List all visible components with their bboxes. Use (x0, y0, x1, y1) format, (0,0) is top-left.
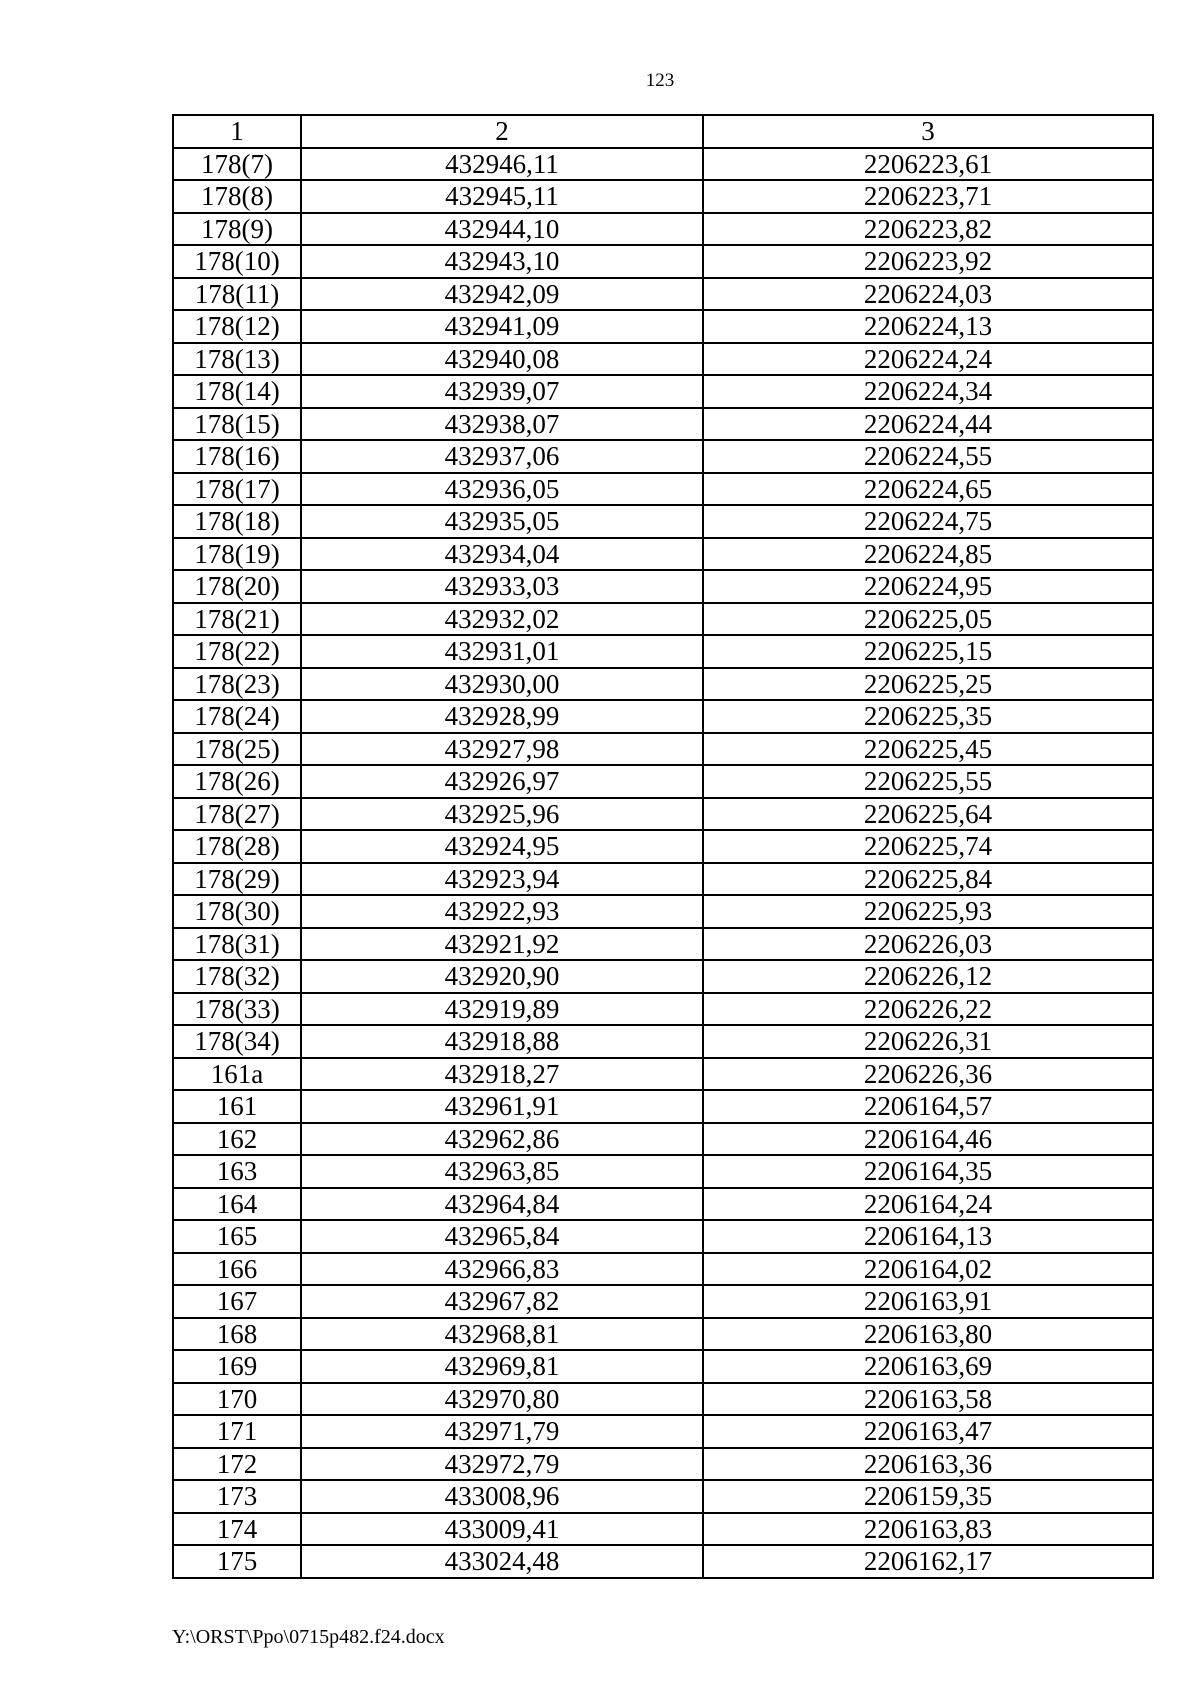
table-cell-col-3: 2206226,03 (703, 928, 1153, 961)
table-cell-col-1: 161 (173, 1090, 301, 1123)
table-cell-col-1: 178(12) (173, 310, 301, 343)
table-row (173, 245, 1153, 278)
table-cell-col-1: 173 (173, 1480, 301, 1513)
table-cell-col-3: 2206223,71 (703, 180, 1153, 213)
table-cell-col-3: 2206224,13 (703, 310, 1153, 343)
table-cell-col-3: 2206162,17 (703, 1545, 1153, 1578)
table-cell-col-2: 432930,00 (301, 668, 703, 701)
table-cell-col-2: 432939,07 (301, 375, 703, 408)
table-row (173, 1513, 1153, 1546)
table-cell-col-1: 172 (173, 1448, 301, 1481)
table-cell-col-2: 432927,98 (301, 733, 703, 766)
table-cell-col-3: 2206224,85 (703, 538, 1153, 571)
table-row (173, 863, 1153, 896)
table-row (173, 1318, 1153, 1351)
table-cell-col-2: 432971,79 (301, 1415, 703, 1448)
table-row (173, 668, 1153, 701)
table-cell-col-3: 2206224,24 (703, 343, 1153, 376)
table-row (173, 408, 1153, 441)
header-col-2: 2 (301, 115, 703, 148)
table-cell-col-3: 2206159,35 (703, 1480, 1153, 1513)
table-cell-col-3: 2206224,55 (703, 440, 1153, 473)
table-row (173, 1025, 1153, 1058)
table-row (173, 603, 1153, 636)
table-row (173, 440, 1153, 473)
table-row (173, 1448, 1153, 1481)
table-row (173, 993, 1153, 1026)
table-cell-col-2: 432923,94 (301, 863, 703, 896)
page-number: 123 (645, 70, 675, 91)
table-row (173, 928, 1153, 961)
table-cell-col-2: 432924,95 (301, 830, 703, 863)
table-cell-col-2: 432919,89 (301, 993, 703, 1026)
table-cell-col-2: 432963,85 (301, 1155, 703, 1188)
table-cell-col-1: 171 (173, 1415, 301, 1448)
table-row (173, 570, 1153, 603)
table-row (173, 1058, 1153, 1091)
table-cell-col-1: 178(20) (173, 570, 301, 603)
table-cell-col-1: 178(21) (173, 603, 301, 636)
table-cell-col-1: 178(29) (173, 863, 301, 896)
table-cell-col-1: 178(26) (173, 765, 301, 798)
table-cell-col-1: 178(8) (173, 180, 301, 213)
table-cell-col-3: 2206164,46 (703, 1123, 1153, 1156)
table-row (173, 473, 1153, 506)
table-cell-col-2: 432972,79 (301, 1448, 703, 1481)
table-cell-col-2: 432935,05 (301, 505, 703, 538)
table-cell-col-2: 432946,11 (301, 148, 703, 181)
table-cell-col-1: 164 (173, 1188, 301, 1221)
table-cell-col-3: 2206224,44 (703, 408, 1153, 441)
table-cell-col-1: 178(31) (173, 928, 301, 961)
table-row (173, 1155, 1153, 1188)
table-row (173, 765, 1153, 798)
table-cell-col-2: 432918,88 (301, 1025, 703, 1058)
table-cell-col-1: 178(23) (173, 668, 301, 701)
table-cell-col-3: 2206225,05 (703, 603, 1153, 636)
coordinates-table (172, 114, 1154, 1579)
table-row (173, 1350, 1153, 1383)
table-body (173, 148, 1153, 1578)
table-row (173, 700, 1153, 733)
table-row (173, 148, 1153, 181)
table-cell-col-2: 432943,10 (301, 245, 703, 278)
table-cell-col-1: 169 (173, 1350, 301, 1383)
table-cell-col-3: 2206164,24 (703, 1188, 1153, 1221)
table-cell-col-1: 178(16) (173, 440, 301, 473)
table-cell-col-1: 161a (173, 1058, 301, 1091)
table-cell-col-3: 2206163,58 (703, 1383, 1153, 1416)
table-cell-col-1: 178(14) (173, 375, 301, 408)
table-cell-col-1: 178(9) (173, 213, 301, 246)
table-cell-col-2: 432966,83 (301, 1253, 703, 1286)
table-cell-col-2: 432940,08 (301, 343, 703, 376)
table-cell-col-3: 2206225,55 (703, 765, 1153, 798)
table-cell-col-2: 432967,82 (301, 1285, 703, 1318)
table-cell-col-1: 167 (173, 1285, 301, 1318)
table-cell-col-1: 163 (173, 1155, 301, 1188)
table-cell-col-1: 178(24) (173, 700, 301, 733)
table-row (173, 180, 1153, 213)
table-cell-col-3: 2206164,13 (703, 1220, 1153, 1253)
table-cell-col-2: 432926,97 (301, 765, 703, 798)
table-row (173, 830, 1153, 863)
table-cell-col-3: 2206225,45 (703, 733, 1153, 766)
table-cell-col-2: 432944,10 (301, 213, 703, 246)
table-cell-col-2: 432921,92 (301, 928, 703, 961)
table-cell-col-2: 432964,84 (301, 1188, 703, 1221)
table-cell-col-3: 2206226,36 (703, 1058, 1153, 1091)
table-row (173, 310, 1153, 343)
table-row (173, 733, 1153, 766)
table-cell-col-3: 2206225,93 (703, 895, 1153, 928)
table-header-row (173, 115, 1153, 148)
table-row (173, 1285, 1153, 1318)
header-col-3: 3 (703, 115, 1153, 148)
table-cell-col-2: 432918,27 (301, 1058, 703, 1091)
table-cell-col-3: 2206226,12 (703, 960, 1153, 993)
table-cell-col-3: 2206163,91 (703, 1285, 1153, 1318)
table-cell-col-3: 2206224,75 (703, 505, 1153, 538)
table-row (173, 1545, 1153, 1578)
table-row (173, 505, 1153, 538)
table-cell-col-2: 432969,81 (301, 1350, 703, 1383)
table-cell-col-2: 432941,09 (301, 310, 703, 343)
table-cell-col-2: 432942,09 (301, 278, 703, 311)
table-cell-col-3: 2206163,83 (703, 1513, 1153, 1546)
table-row (173, 1220, 1153, 1253)
table-cell-col-2: 433008,96 (301, 1480, 703, 1513)
table-row (173, 1253, 1153, 1286)
table-cell-col-3: 2206224,95 (703, 570, 1153, 603)
table-cell-col-2: 432920,90 (301, 960, 703, 993)
table-cell-col-1: 178(7) (173, 148, 301, 181)
table-cell-col-1: 178(18) (173, 505, 301, 538)
table-cell-col-3: 2206225,25 (703, 668, 1153, 701)
table-cell-col-2: 432922,93 (301, 895, 703, 928)
table-cell-col-1: 178(17) (173, 473, 301, 506)
table-row (173, 1383, 1153, 1416)
table-cell-col-3: 2206225,74 (703, 830, 1153, 863)
table-cell-col-2: 432934,04 (301, 538, 703, 571)
table-cell-col-3: 2206163,36 (703, 1448, 1153, 1481)
table-row (173, 1415, 1153, 1448)
table-cell-col-2: 432965,84 (301, 1220, 703, 1253)
table-cell-col-2: 432932,02 (301, 603, 703, 636)
table-cell-col-2: 432938,07 (301, 408, 703, 441)
table-cell-col-3: 2206225,15 (703, 635, 1153, 668)
table-cell-col-1: 178(15) (173, 408, 301, 441)
table-cell-col-1: 178(28) (173, 830, 301, 863)
table-row (173, 960, 1153, 993)
table-cell-col-1: 178(27) (173, 798, 301, 831)
table-cell-col-2: 433024,48 (301, 1545, 703, 1578)
table-cell-col-1: 178(10) (173, 245, 301, 278)
table-cell-col-2: 432945,11 (301, 180, 703, 213)
table-cell-col-1: 178(30) (173, 895, 301, 928)
table-cell-col-1: 174 (173, 1513, 301, 1546)
table-cell-col-1: 168 (173, 1318, 301, 1351)
table-cell-col-2: 432937,06 (301, 440, 703, 473)
table-cell-col-1: 178(33) (173, 993, 301, 1026)
table-cell-col-2: 432962,86 (301, 1123, 703, 1156)
table-cell-col-1: 166 (173, 1253, 301, 1286)
table-cell-col-3: 2206225,84 (703, 863, 1153, 896)
table-cell-col-2: 432925,96 (301, 798, 703, 831)
table-cell-col-2: 432931,01 (301, 635, 703, 668)
table-row (173, 1188, 1153, 1221)
table-cell-col-1: 178(32) (173, 960, 301, 993)
table-cell-col-3: 2206224,65 (703, 473, 1153, 506)
table-cell-col-3: 2206163,47 (703, 1415, 1153, 1448)
table-cell-col-3: 2206164,35 (703, 1155, 1153, 1188)
table-cell-col-3: 2206223,82 (703, 213, 1153, 246)
table-cell-col-1: 175 (173, 1545, 301, 1578)
table-cell-col-3: 2206163,69 (703, 1350, 1153, 1383)
table-row (173, 895, 1153, 928)
table-cell-col-3: 2206226,31 (703, 1025, 1153, 1058)
table-cell-col-2: 433009,41 (301, 1513, 703, 1546)
table-cell-col-1: 162 (173, 1123, 301, 1156)
table-row (173, 1480, 1153, 1513)
table-cell-col-2: 432968,81 (301, 1318, 703, 1351)
table-cell-col-1: 178(22) (173, 635, 301, 668)
table-cell-col-3: 2206163,80 (703, 1318, 1153, 1351)
table-cell-col-1: 178(13) (173, 343, 301, 376)
table-row (173, 635, 1153, 668)
table-cell-col-3: 2206223,61 (703, 148, 1153, 181)
table-cell-col-3: 2206225,64 (703, 798, 1153, 831)
header-col-1: 1 (173, 115, 301, 148)
table-row (173, 278, 1153, 311)
table-cell-col-1: 178(19) (173, 538, 301, 571)
footer-file-path: Y:\ORST\Ppo\0715p482.f24.docx (172, 1626, 445, 1648)
table-row (173, 798, 1153, 831)
table-cell-col-1: 178(34) (173, 1025, 301, 1058)
table-row (173, 343, 1153, 376)
table-cell-col-3: 2206164,57 (703, 1090, 1153, 1123)
table-cell-col-2: 432936,05 (301, 473, 703, 506)
table-cell-col-3: 2206225,35 (703, 700, 1153, 733)
table-cell-col-1: 170 (173, 1383, 301, 1416)
table-cell-col-3: 2206226,22 (703, 993, 1153, 1026)
table-cell-col-1: 178(25) (173, 733, 301, 766)
table-cell-col-2: 432970,80 (301, 1383, 703, 1416)
table-row (173, 375, 1153, 408)
table-row (173, 1123, 1153, 1156)
table-cell-col-3: 2206224,03 (703, 278, 1153, 311)
table-row (173, 213, 1153, 246)
table-cell-col-3: 2206223,92 (703, 245, 1153, 278)
table-row (173, 538, 1153, 571)
table-cell-col-1: 165 (173, 1220, 301, 1253)
table-cell-col-2: 432928,99 (301, 700, 703, 733)
table-cell-col-1: 178(11) (173, 278, 301, 311)
table-cell-col-3: 2206164,02 (703, 1253, 1153, 1286)
table-row (173, 1090, 1153, 1123)
table-cell-col-3: 2206224,34 (703, 375, 1153, 408)
table-cell-col-2: 432933,03 (301, 570, 703, 603)
table-cell-col-2: 432961,91 (301, 1090, 703, 1123)
